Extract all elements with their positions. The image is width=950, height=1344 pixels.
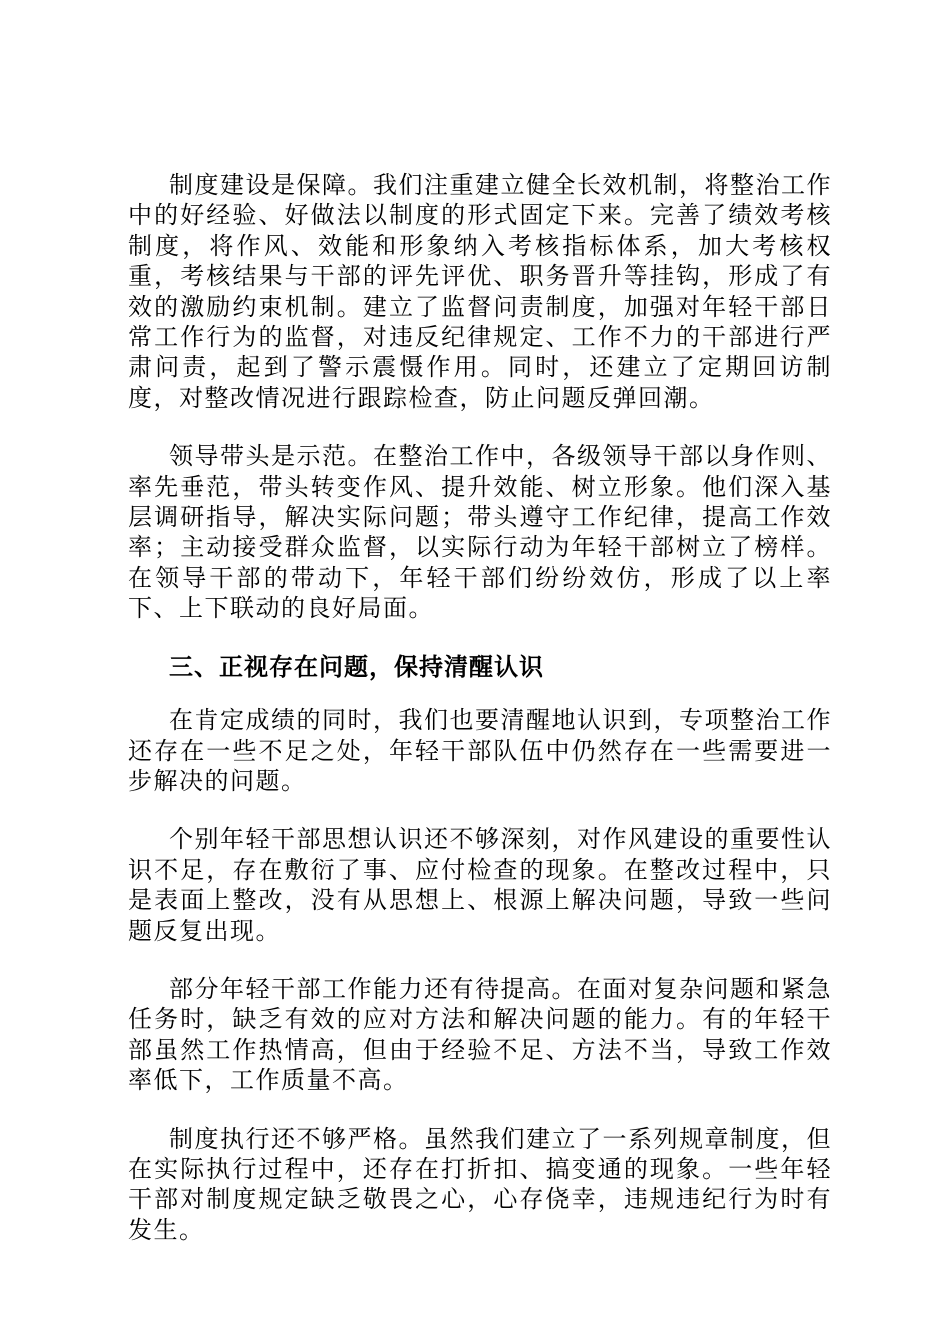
document-page [128,170,832,1273]
paragraph-rule-enforcement: 制度执行还不够严格。虽然我们建立了一系列规章制度，但在实际执行过程中，还存在打折扣、搞变通的现象。一些年轻干部对制度规定缺乏敬畏之心，心存侥幸，违规违纪行为时有发生。 [128,1124,832,1244]
paragraph-leadership-example: 领导带头是示范。在整治工作中，各级领导干部以身作则、率先垂范，带头转变作风、提升效能、树立形象。他们深入基层调研指导，解决实际问题；带头遵守工作纪律，提高工作效率；主动接受群众监督，以实际行动为年轻干部树立了榜样。在领导干部的带动下，年轻干部们纷纷效仿，形成了以上率下、上下联动的良好局面。 [128,442,832,623]
section-heading: 三、正视存在问题，保持清醒认识 [169,652,544,681]
paragraph-institution-building: 制度建设是保障。我们注重建立健全长效机制，将整治工作中的好经验、好做法以制度的形式固定下来。完善了绩效考核制度，将作风、效能和形象纳入考核指标体系，加大考核权重，考核结果与干部的评先评优、职务晋升等挂钩，形成了有效的激励约束机制。建立了监督问责制度，加强对年轻干部日常工作行为的监督，对违反纪律规定、工作不力的干部进行严肃问责，起到了警示震慑作用。同时，还建立了定期回访制度，对整改情况进行跟踪检查，防止问题反弹回潮。 [128,171,832,412]
paragraph-shortcomings-intro: 在肯定成绩的同时，我们也要清醒地认识到，专项整治工作还存在一些不足之处，年轻干部队伍中仍然存在一些需要进一步解决的问题。 [128,706,832,795]
paragraph-ideological-awareness: 个别年轻干部思想认识还不够深刻，对作风建设的重要性认识不足，存在敷衍了事、应付检查的现象。在整改过程中，只是表面上整改，没有从思想上、根源上解决问题，导致一些问题反复出现。 [128,825,832,945]
paragraph-work-ability: 部分年轻干部工作能力还有待提高。在面对复杂问题和紧急任务时，缺乏有效的应对方法和解决问题的能力。有的年轻干部虽然工作热情高，但由于经验不足、方法不当，导致工作效率低下，工作质量不高。 [128,974,832,1095]
